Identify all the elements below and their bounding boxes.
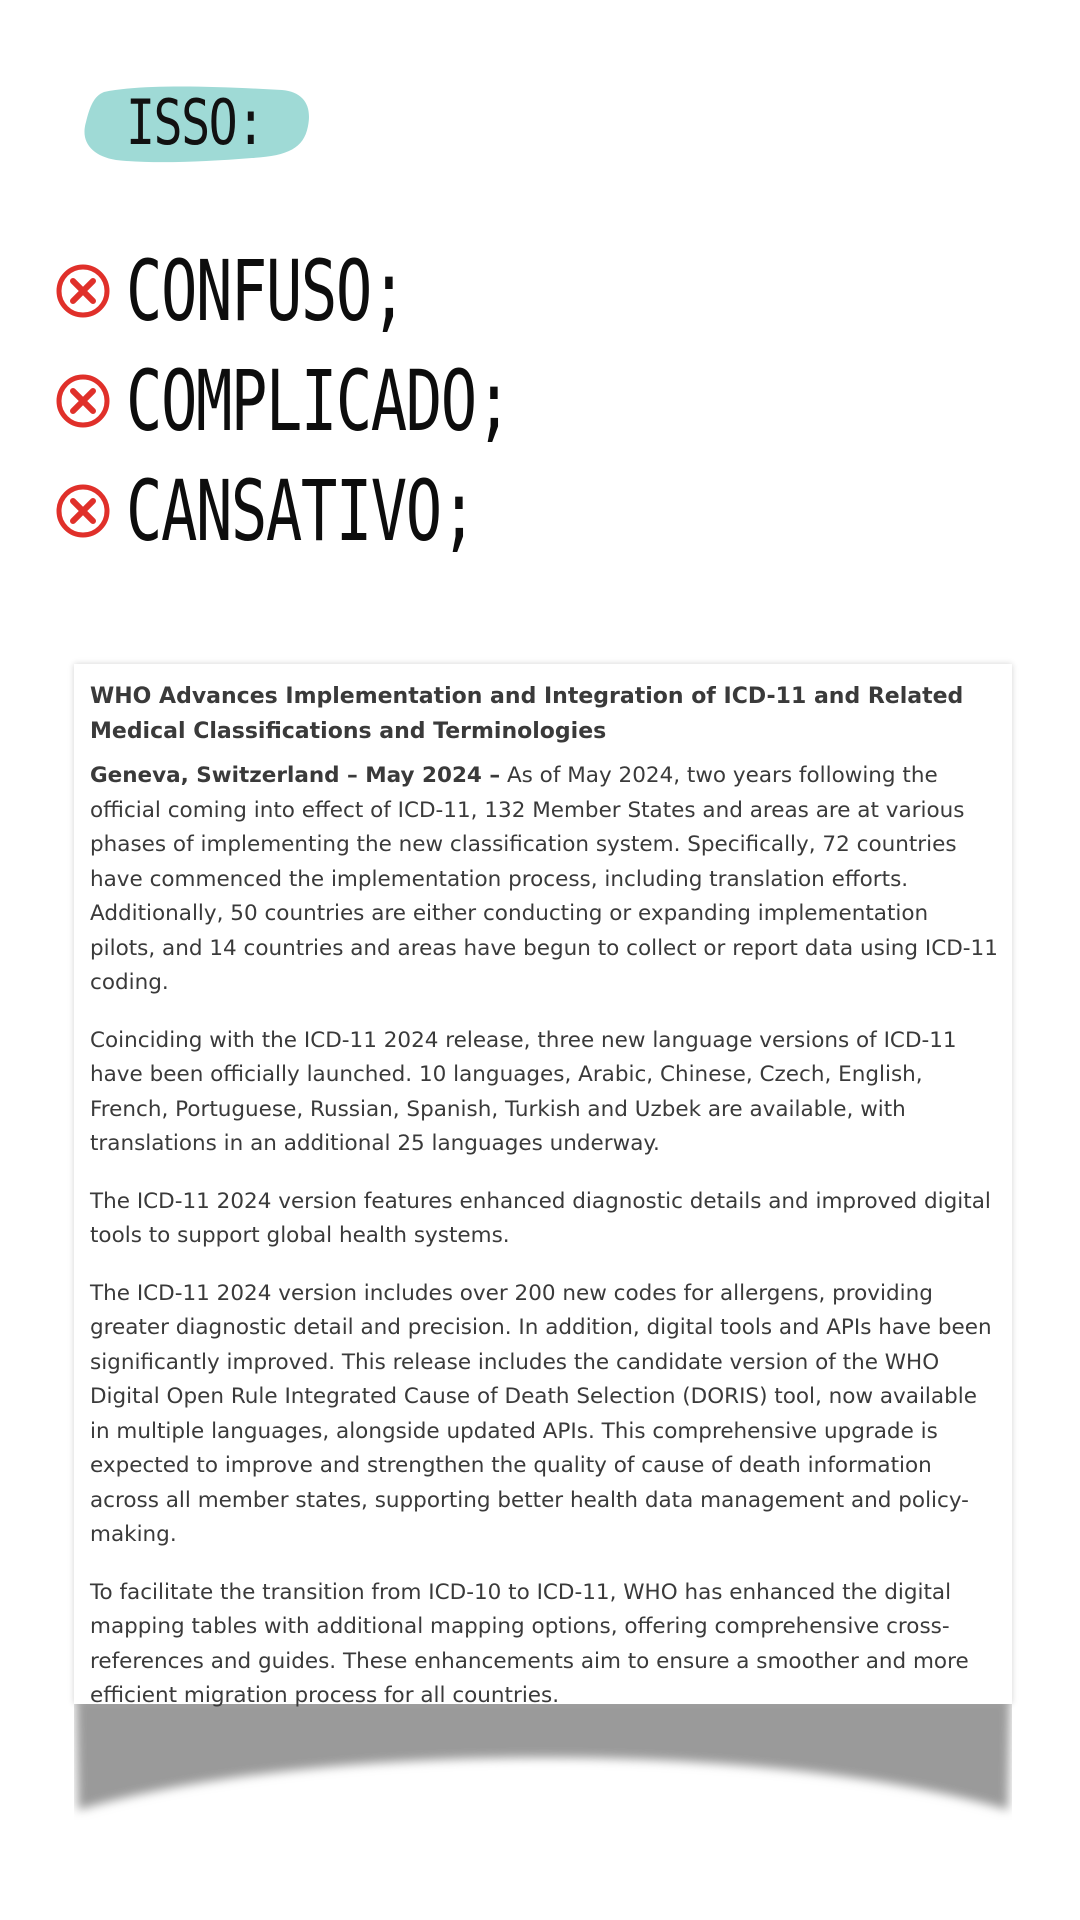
article-dateline: Geneva, Switzerland – May 2024 – xyxy=(90,763,501,788)
bullet-list xyxy=(54,236,660,566)
article-paragraph: To facilitate the transition from ICD-10 to ICD-11, WHO has enhanced the digital mapping tables with additional mapping options, offering comprehensive cross-references and guides. These enhancements aim to ensure a smoother and more efficient migration process for all countries. xyxy=(90,1579,969,1708)
header-label xyxy=(82,82,310,164)
x-circle-icon xyxy=(54,262,112,320)
article-paragraph: The ICD-11 2024 version includes over 200 new codes for allergens, providing greater diagnostic detail and precision. In addition, digital tools and APIs have been significantly improved. This release includes the candidate version of the WHO Digital Open Rule Integrated Cause of Death Selection (DORIS) tool, now available in multiple languages, alongside updated APIs. This comprehensive upgrade is expected to improve and strengthen the quality of cause of death information across all member states, supporting better health data management and policy-making. xyxy=(90,1280,992,1547)
x-circle-icon xyxy=(54,482,112,540)
header-label-text: ISSO: xyxy=(126,86,264,159)
bullet-label: COMPLICADO; xyxy=(126,352,511,450)
bullet-label: CANSATIVO; xyxy=(126,462,476,560)
article-title: WHO Advances Implementation and Integration of ICD-11 and Related Medical Classifications and Terminologies xyxy=(90,684,964,744)
card-shadow xyxy=(74,1700,1012,1820)
list-item xyxy=(54,346,660,456)
list-item xyxy=(54,456,660,566)
article-card xyxy=(74,664,1012,1708)
x-circle-icon xyxy=(54,372,112,430)
article-paragraph-body: As of May 2024, two years following the official coming into effect of ICD-11, 132 Member States and areas are at various phases of implementing the new classification system. Specifically, 72 countries have commenced the implementation process, including translation efforts. Additionally, 50 countries are either conducting or expanding implementation pilots, and 14 countries and areas have begun to collect or report data using ICD-11 coding. xyxy=(90,763,998,995)
article-paragraph: Coinciding with the ICD-11 2024 release, three new language versions of ICD-11 have been officially launched. 10 languages, Arabic, Chinese, Czech, English, French, Portuguese, Russian, Spanish, Turkish and Uzbek are available, with translations in an additional 25 languages underway. xyxy=(90,1027,957,1156)
list-item xyxy=(54,236,660,346)
article-paragraph xyxy=(90,759,998,1001)
bullet-label: CONFUSO; xyxy=(126,242,406,340)
article-paragraph: The ICD-11 2024 version features enhanced diagnostic details and improved digital tools to support global health systems. xyxy=(90,1188,991,1248)
